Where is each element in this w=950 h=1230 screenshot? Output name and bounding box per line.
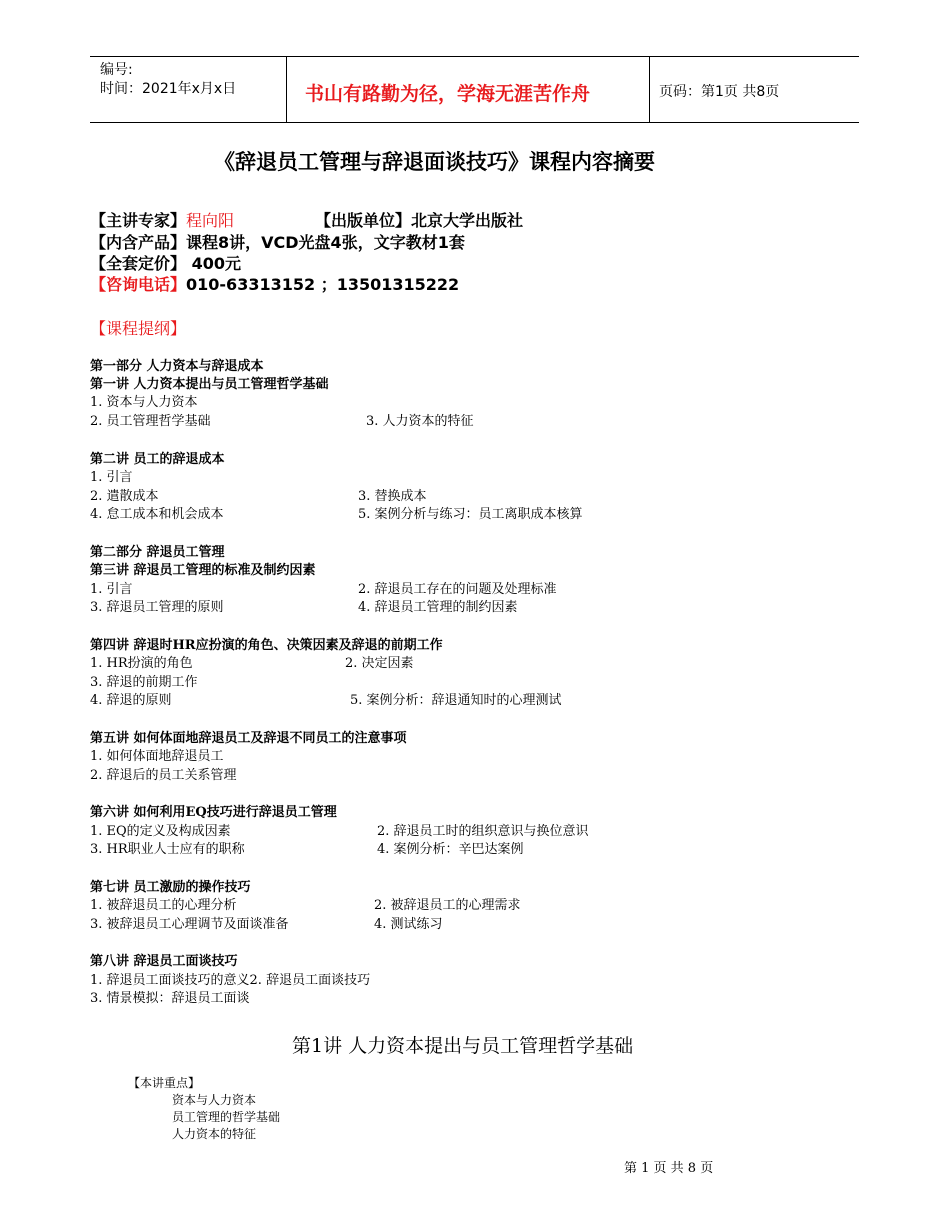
price-label: 【全套定价】 — [90, 254, 187, 273]
info-products-line — [90, 230, 465, 253]
outline-item: 2. 辞退后的员工关系管理 — [90, 768, 237, 783]
header-divider-left — [286, 56, 287, 122]
lecture1-section-title: 第1讲 人力资本提出与员工管理哲学基础 — [292, 1035, 634, 1057]
outline-item: 3. 人力资本的特征 — [366, 414, 474, 429]
outline-item: 4. 辞退员工管理的制约因素 — [358, 600, 518, 615]
outline-label: 【课程提纲】 — [90, 319, 187, 338]
header-time-label: 时间：2021年x月x日 — [100, 81, 237, 97]
outline-item: 2. 辞退员工时的组织意识与换位意识 — [377, 824, 589, 839]
outline-item: 2. 被辞退员工的心理需求 — [374, 898, 521, 913]
outline-item: 2. 决定因素 — [345, 656, 414, 671]
outline-item: 3. 情景模拟：辞退员工面谈 — [90, 991, 250, 1006]
publisher-label: 【出版单位】 — [315, 211, 412, 230]
header-number-label: 编号: — [100, 62, 133, 78]
outline-item: 1. 引言 — [90, 582, 133, 597]
focus-point: 员工管理的哲学基础 — [172, 1110, 281, 1124]
outline-item: 2. 员工管理哲学基础 — [90, 414, 211, 429]
outline-item: 1. 辞退员工面谈技巧的意义2. 辞退员工面谈技巧 — [90, 973, 371, 988]
outline-item: 5. 案例分析与练习：员工离职成本核算 — [358, 507, 583, 522]
outline-item: 1. 引言 — [90, 470, 133, 485]
part1-heading: 第一部分 人力资本与辞退成本 — [90, 359, 264, 374]
outline-item: 2. 辞退员工存在的问题及处理标准 — [358, 582, 557, 597]
outline-item: 3. 替换成本 — [358, 489, 427, 504]
outline-item: 3. 辞退员工管理的原则 — [90, 600, 224, 615]
lecture2-heading: 第二讲 员工的辞退成本 — [90, 452, 225, 467]
outline-item: 4. 怠工成本和机会成本 — [90, 507, 224, 522]
header-top-rule — [90, 56, 859, 57]
price-value: 400元 — [186, 254, 241, 273]
header-motto: 书山有路勤为径，学海无涯苦作舟 — [305, 83, 591, 105]
outline-item: 3. 被辞退员工心理调节及面谈准备 — [90, 917, 289, 932]
phone-value: 010-63313152 ；13501315222 — [186, 275, 460, 294]
expert-name: 程向阳 — [186, 211, 235, 230]
phone-label: 【咨询电话】 — [90, 275, 187, 294]
lecture7-heading: 第七讲 员工激励的操作技巧 — [90, 880, 251, 895]
header-bottom-rule — [90, 122, 859, 123]
lecture5-heading: 第五讲 如何体面地辞退员工及辞退不同员工的注意事项 — [90, 731, 407, 746]
lecture4-heading: 第四讲 辞退时HR应扮演的角色、决策因素及辞退的前期工作 — [90, 638, 443, 653]
part2-heading: 第二部分 辞退员工管理 — [90, 545, 225, 560]
lecture3-heading: 第三讲 辞退员工管理的标准及制约因素 — [90, 563, 316, 578]
outline-item: 4. 辞退的原则 — [90, 693, 172, 708]
info-publisher-line — [315, 208, 523, 231]
outline-item: 1. HR扮演的角色 — [90, 656, 193, 671]
outline-item: 5. 案例分析：辞退通知时的心理测试 — [350, 693, 562, 708]
document-title: 《辞退员工管理与辞退面谈技巧》课程内容摘要 — [214, 150, 655, 174]
focus-point: 资本与人力资本 — [172, 1093, 257, 1107]
publisher-value: 北京大学出版社 — [411, 211, 524, 230]
outline-item: 3. HR职业人士应有的职称 — [90, 842, 245, 857]
info-phone-line — [90, 272, 459, 295]
outline-item: 1. 被辞退员工的心理分析 — [90, 898, 237, 913]
info-price-line — [90, 251, 241, 274]
outline-item: 2. 遣散成本 — [90, 489, 159, 504]
outline-item: 4. 案例分析：辛巴达案例 — [377, 842, 524, 857]
focus-label: 【本讲重点】 — [128, 1076, 201, 1090]
outline-label-line — [90, 316, 186, 339]
outline-item: 1. EQ的定义及构成因素 — [90, 824, 231, 839]
lecture1-heading: 第一讲 人力资本提出与员工管理哲学基础 — [90, 377, 329, 392]
products-value: 课程8讲，VCD光盘4张，文字教材1套 — [186, 233, 465, 252]
expert-label: 【主讲专家】 — [90, 211, 187, 230]
lecture6-heading: 第六讲 如何利用EQ技巧进行辞退员工管理 — [90, 805, 337, 820]
page-footer: 第 1 页 共 8 页 — [624, 1161, 714, 1176]
outline-item: 1. 如何体面地辞退员工 — [90, 749, 224, 764]
info-expert-line — [90, 208, 234, 231]
outline-item: 4. 测试练习 — [374, 917, 443, 932]
header-divider-right — [649, 56, 650, 122]
header-page-label: 页码：第1页 共8页 — [659, 84, 780, 100]
outline-item: 3. 辞退的前期工作 — [90, 675, 198, 690]
lecture8-heading: 第八讲 辞退员工面谈技巧 — [90, 954, 238, 969]
outline-item: 1. 资本与人力资本 — [90, 395, 198, 410]
products-label: 【内含产品】 — [90, 233, 187, 252]
focus-point: 人力资本的特征 — [172, 1127, 257, 1141]
